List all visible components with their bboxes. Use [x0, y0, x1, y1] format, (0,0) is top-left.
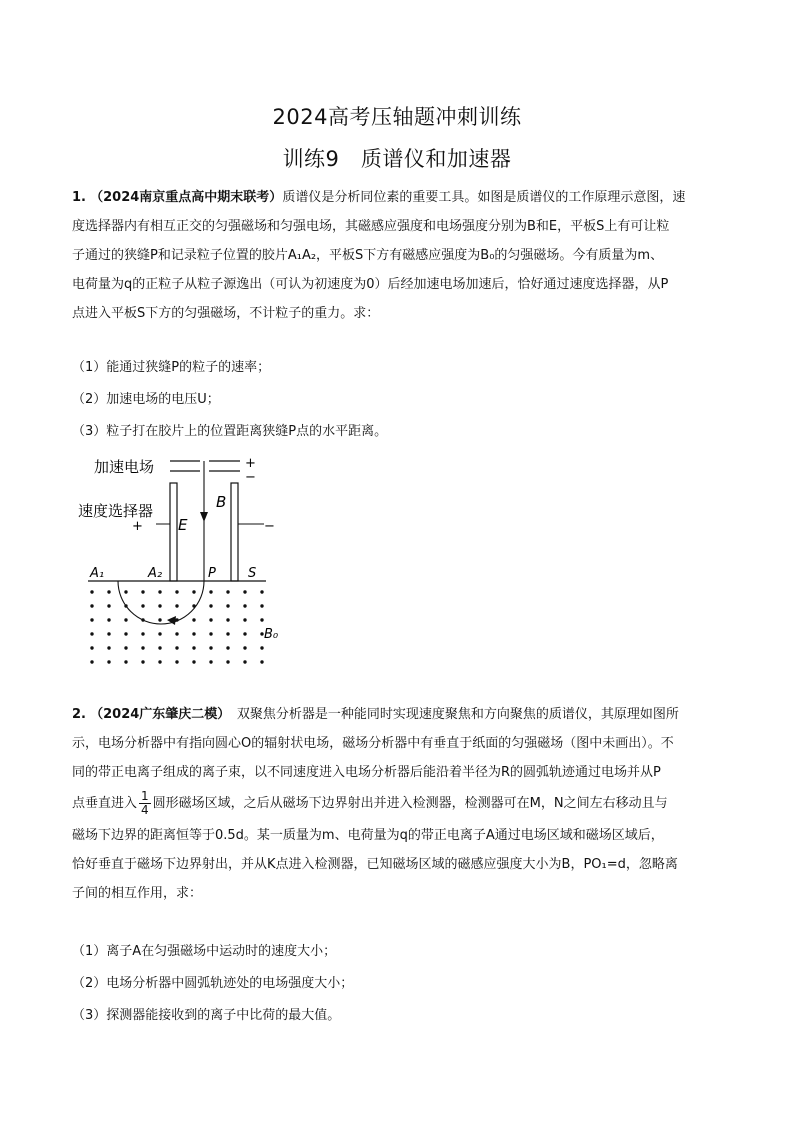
field-dot: [260, 590, 263, 593]
question-1-line: 子通过的狭缝P和记录粒子位置的胶片A₁A₂，平板S下方有磁感应强度为B₀的匀强磁场。今有质量为m、: [72, 248, 664, 263]
field-dot: [175, 604, 178, 607]
field-dot: [209, 618, 212, 621]
question-2-line: 同的带正电离子组成的离子束，以不同速度进入电场分析器后能沿着半径为R的圆弧轨迹通过电场并从P: [72, 765, 661, 780]
label-A1: A₁: [90, 566, 105, 581]
field-dot: [107, 604, 110, 607]
field-dot: [209, 646, 212, 649]
field-dot: [243, 590, 246, 593]
field-dot: [158, 604, 161, 607]
field-dot: [209, 632, 212, 635]
mass-spectrometer-diagram: [70, 450, 300, 670]
question-source: （2024南京重点高中期末联考）: [90, 190, 283, 205]
field-dot: [175, 660, 178, 663]
field-dot: [243, 660, 246, 663]
field-dot: [107, 646, 110, 649]
label-B: B: [216, 493, 227, 511]
sub-question: （1）离子A在匀强磁场中运动时的速度大小；: [72, 944, 337, 959]
field-dot: [124, 618, 127, 621]
field-dot: [107, 632, 110, 635]
sub-question: （3）粒子打在胶片上的位置距离狭缝P点的水平距离。: [72, 424, 388, 439]
field-dot: [192, 646, 195, 649]
field-dot: [158, 646, 161, 649]
field-dot: [260, 660, 263, 663]
minus-sign: −: [245, 470, 256, 485]
field-dot: [192, 660, 195, 663]
field-dot: [175, 646, 178, 649]
field-dot: [141, 632, 144, 635]
question-2-line: 磁场下边界的距离恒等于0.5d。某一质量为m、电荷量为q的带正电离子A通过电场区域和磁场区域后，: [72, 828, 664, 843]
question-text: 圆形磁场区域，之后从磁场下边界射出并进入检测器，检测器可在M，N之间左右移动且与: [152, 796, 668, 811]
question-2-line: [72, 700, 724, 729]
label-E: E: [178, 516, 188, 534]
question-1-line: 电荷量为q的正粒子从粒子源逸出（可认为初速度为0）后经加速电场加速后，恰好通过速度选择器，从P: [72, 277, 669, 292]
question-1-line: 度选择器内有相互正交的匀强磁场和匀强电场，其磁感应强度和电场强度分别为B和E，平板S上有可让粒: [72, 219, 670, 234]
particle-trajectory: [118, 581, 204, 624]
field-dot: [90, 632, 93, 635]
field-dot: [209, 604, 212, 607]
field-dot: [141, 618, 144, 621]
field-dot: [243, 604, 246, 607]
label-P: P: [208, 566, 216, 581]
field-dot: [107, 618, 110, 621]
question-1-line: [72, 183, 724, 212]
field-dot: [124, 646, 127, 649]
field-dot: [107, 660, 110, 663]
field-dot: [90, 646, 93, 649]
sub-question: （2）电场分析器中圆弧轨迹处的电场强度大小；: [72, 976, 354, 991]
page-subtitle: 训练9 质谱仪和加速器: [282, 147, 512, 171]
field-dot: [141, 590, 144, 593]
page-title: 2024高考压轴题冲刺训练: [272, 105, 522, 129]
sub-question: （2）加速电场的电压U；: [72, 392, 220, 407]
question-text: 双聚焦分析器是一种能同时实现速度聚焦和方向聚焦的质谱仪，其原理如图所: [236, 707, 679, 722]
fraction-denominator: 4: [141, 803, 149, 817]
field-dot: [158, 618, 161, 621]
question-2-line: 恰好垂直于磁场下边界射出，并从K点进入检测器，已知磁场区域的磁感应强度大小为B，PO₁=d，忽略离: [72, 857, 678, 872]
field-dot: [175, 632, 178, 635]
field-dot: [124, 604, 127, 607]
field-dot: [124, 660, 127, 663]
sub-question: （1）能通过狭缝P的粒子的速率；: [72, 360, 271, 375]
field-dot: [209, 660, 212, 663]
field-dot: [260, 604, 263, 607]
label-S: S: [248, 566, 257, 581]
field-dot: [226, 604, 229, 607]
question-text: 点垂直进入: [72, 796, 138, 811]
field-dot: [192, 618, 195, 621]
plus-sign: +: [132, 519, 143, 534]
label-A2: A₂: [148, 566, 163, 581]
field-dot: [107, 590, 110, 593]
field-dot: [192, 590, 195, 593]
minus-sign: −: [264, 519, 275, 534]
fraction-numerator: 1: [141, 789, 149, 803]
field-dot: [124, 590, 127, 593]
field-dot: [124, 632, 127, 635]
selector-label: 速度选择器: [78, 502, 154, 520]
field-dot: [90, 604, 93, 607]
plus-sign: +: [245, 456, 256, 471]
field-dot: [226, 632, 229, 635]
field-dot: [243, 646, 246, 649]
question-1: [72, 183, 724, 328]
question-2: [72, 700, 724, 908]
selector-plate-left: [170, 483, 177, 581]
question-number: 2.: [72, 707, 86, 722]
question-source: （2024广东肇庆二模）: [90, 707, 224, 722]
field-dot: [175, 618, 178, 621]
field-dot: [141, 646, 144, 649]
field-dot: [192, 632, 195, 635]
field-dot: [226, 660, 229, 663]
field-dot: [226, 646, 229, 649]
field-dot: [90, 660, 93, 663]
question-number: 1.: [72, 190, 86, 205]
field-dot: [260, 646, 263, 649]
field-dot: [141, 604, 144, 607]
sub-question: （3）探测器能接收到的离子中比荷的最大值。: [72, 1008, 341, 1023]
label-B0: B₀: [264, 627, 279, 642]
accel-field-label: 加速电场: [94, 458, 155, 476]
question-2-line: 子间的相互作用，求：: [72, 886, 203, 901]
field-dot: [226, 618, 229, 621]
field-dot: [141, 660, 144, 663]
question-text: 质谱仪是分析同位素的重要工具。如图是质谱仪的工作原理示意图，速: [282, 190, 686, 205]
field-dot: [260, 618, 263, 621]
field-dot: [209, 590, 212, 593]
question-1-line: 点进入平板S下方的匀强磁场，不计粒子的重力。求：: [72, 306, 380, 321]
field-dot: [226, 590, 229, 593]
selector-plate-right: [231, 483, 238, 581]
field-dot: [158, 590, 161, 593]
field-dot: [243, 618, 246, 621]
fraction: [139, 790, 151, 817]
field-dot: [158, 660, 161, 663]
question-2-line: 示，电场分析器中有指向圆心O的辐射状电场，磁场分析器中有垂直于纸面的匀强磁场（图中未画出）。不: [72, 736, 674, 751]
field-dot: [90, 590, 93, 593]
field-dot: [158, 632, 161, 635]
magnetic-field-dots: [90, 590, 263, 663]
question-2-line: [72, 787, 724, 821]
field-dot: [175, 590, 178, 593]
field-dot: [192, 604, 195, 607]
field-dot: [90, 618, 93, 621]
field-dot: [243, 632, 246, 635]
path-arrow-down: [200, 512, 208, 522]
